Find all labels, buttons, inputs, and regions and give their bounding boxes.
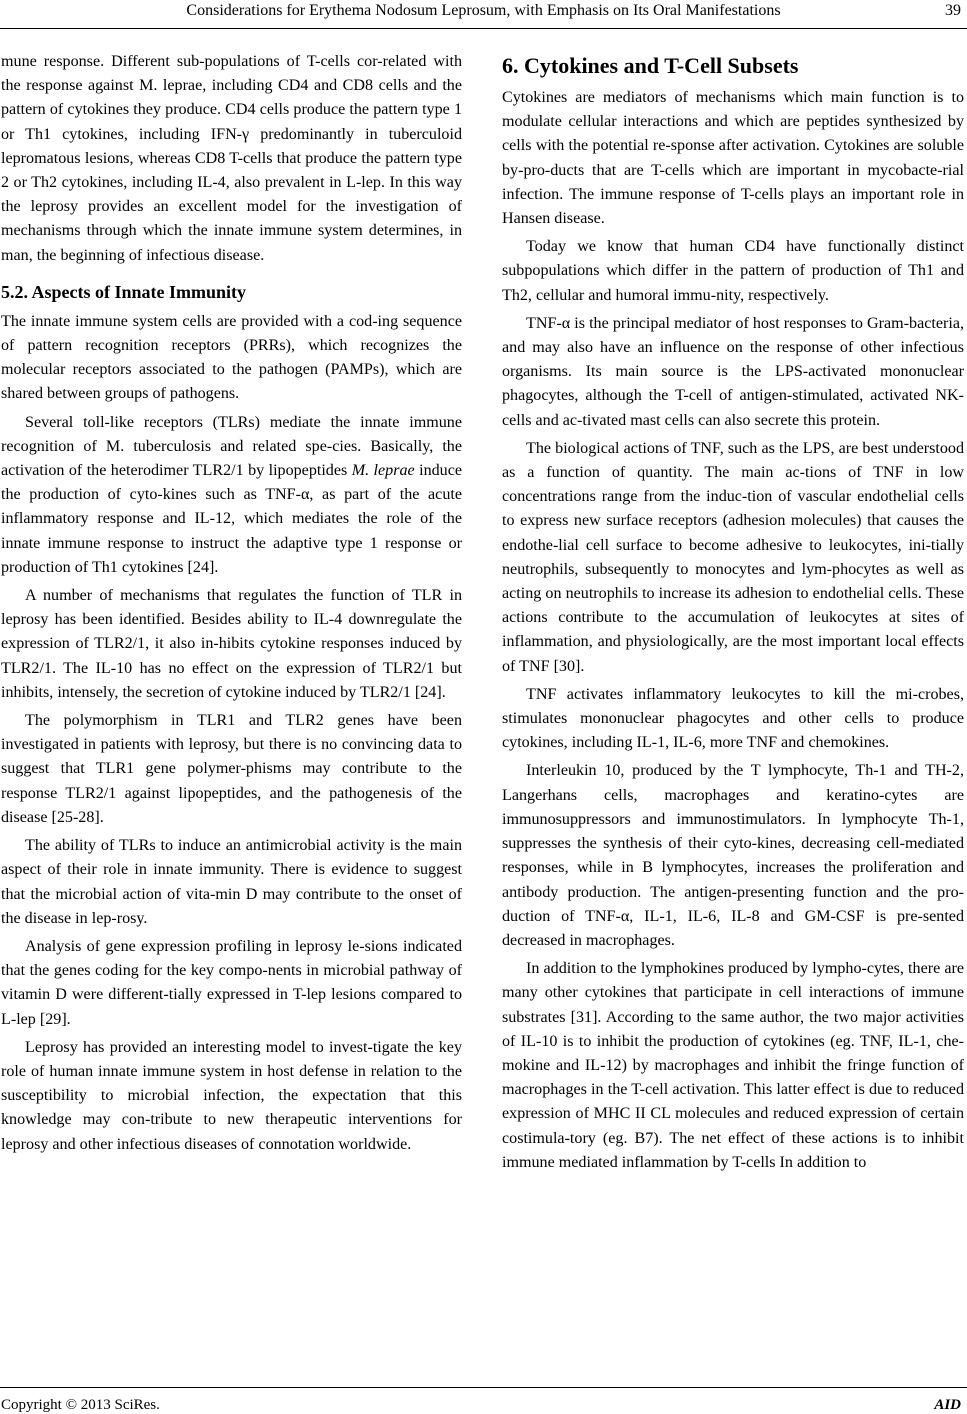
running-header-title: Considerations for Erythema Nodosum Leprosum, with Emphasis on Its Oral Manifestations bbox=[186, 2, 781, 19]
paragraph: Interleukin 10, produced by the T lymphocyte, Th-1 and TH-2, Langerhans cells, macrophages and keratino-cytes are immunosuppressors and immunostimulators. In lymphocyte Th-1, suppresses the synthesis of their cyto-kines, decreasing cell-mediated responses, while in B lymphocytes, increases the proliferation and antibody production. The antigen-presenting function and the pro-duction of TNF-α, IL-1, IL-6, IL-8 and GM-CSF is pre-sented decreased in macrophages. bbox=[502, 762, 964, 949]
paragraph: The biological actions of TNF, such as the LPS, are best understood as a function of quantity. The main ac-tions of TNF in low concentrations range from the induc-tion of vascular endothelial cells to express new surface receptors (adhesion molecules) that causes the endothe-lial cell surface to become adhesive to leukocytes, ini-tially neutrophils, subsequently to monocytes and lym-phocytes as well as acting on neutrophils to increase its adhesion to endothelial cells. These actions contribute to the accumulation of leukocytes at sites of inflammation, and physiologically, are the most important local effects of TNF [30]. bbox=[502, 439, 964, 675]
paragraph-text: induce the production of cyto-kines such as TNF-α, as part of the acute inflammatory response and IL-12, which mediates the role of the innate immune response to instruct the adaptive type 1 response or production of Th1 cytokines [24]. bbox=[1, 462, 463, 576]
paragraph bbox=[1, 411, 462, 580]
paragraph: TNF activates inflammatory leukocytes to kill the mi-crobes, stimulates mononuclear phagocytes and other cells to produce cytokines, including IL-1, IL-6, more TNF and chemokines. bbox=[502, 685, 964, 752]
section-heading-5-2: 5.2. Aspects of Innate Immunity bbox=[1, 281, 247, 302]
paragraph: TNF-α is the principal mediator of host responses to Gram-bacteria, and may also have an influence on the response of other infectious organisms. Its main source is the LPS-activated mononuclear phagocytes, although the T-cell of antigen-stimulated, activated NK-cells and ac-tivated mast cells can also secrete this protein. bbox=[502, 314, 964, 429]
paragraph: Analysis of gene expression profiling in leprosy le-sions indicated that the genes coding for the key compo-nents in microbial pathway of vitamin D were different-tially expressed in T-lep lesions compared to L-lep [29]. bbox=[1, 937, 462, 1028]
section-heading-6: 6. Cytokines and T-Cell Subsets bbox=[502, 53, 799, 78]
paragraph: A number of mechanisms that regulates the function of TLR in leprosy has been identified. Besides ability to IL-4 downregulate the expression of TLR2/1, it also in-hibits cytokine responses induced by TLR2/1. The IL-10 has no effect on the expression of TLR2/1 but inhibits, intensely, the secretion of cytokine induced by TLR2/1 [24]. bbox=[1, 587, 462, 701]
running-header bbox=[0, 0, 967, 29]
page-number: 39 bbox=[945, 2, 961, 19]
paragraph: In addition to the lymphokines produced by lympho-cytes, there are many other cytokines that participate in cell interactions of immune substrates [31]. According to the same author, the two major activities of IL-10 is to inhibit the production of cytokines (eg. TNF, IL-1, che-mokine and IL-12) by macrophages and inhibit the fringe function of macrophages in the T-cell activation. This latter effect is due to reduced expression of MHC II CL molecules and reduced expression of certain costimula-tory (eg. B7). The net effect of these actions is to inhibit immune mediated inflammation by T-cells In addition to bbox=[502, 960, 964, 1171]
paragraph: The ability of TLRs to induce an antimicrobial activity is the main aspect of their role in innate immunity. There is evidence to suggest that the microbial action of vita-min D may contribute to the onset of the disease in lep-rosy. bbox=[1, 837, 462, 927]
species-name: M. leprae bbox=[351, 462, 415, 480]
paragraph-text: Several toll-like receptors (TLRs) mediate the innate immune recognition of M. tuberculosis and related spe-cies. Basically, the activation of the heterodimer TLR2/1 by lipopeptides bbox=[1, 413, 462, 480]
paragraph: The innate immune system cells are provided with a cod-ing sequence of pattern recognition receptors (PRRs), which recognizes the molecular receptors associated to the pathogen (PAMPs), which are shared between groups of pathogens. bbox=[1, 312, 462, 403]
paragraph: Leprosy has provided an interesting model to invest-tigate the key role of human innate immune system in host defense in relation to the susceptibility to microbial infection, the expectation that this knowledge may con-tribute to new therapeutic interventions for leprosy and other infectious diseases of connotation worldwide. bbox=[1, 1038, 462, 1153]
left-column bbox=[1, 50, 462, 1161]
right-column bbox=[502, 50, 964, 1179]
paragraph: Today we know that human CD4 have functionally distinct subpopulations which differ in the pattern of production of Th1 and Th2, cellular and humoral immu-nity, respectively. bbox=[502, 238, 964, 304]
journal-abbreviation: AID bbox=[934, 1397, 961, 1413]
paragraph: Cytokines are mediators of mechanisms which main function is to modulate cellular interactions and which are peptides synthesized by cells with the potential re-sponse after activation. Cytokines are soluble by-pro-ducts that are T-cells which are important in mycobacte-rial infection. The immune response of T-cells plays an important role in Hansen disease. bbox=[502, 89, 964, 228]
page-footer bbox=[0, 1387, 967, 1412]
copyright-notice: Copyright © 2013 SciRes. bbox=[1, 1397, 160, 1413]
paragraph: The polymorphism in TLR1 and TLR2 genes have been investigated in patients with leprosy, but there is no convincing data to suggest that TLR1 gene polymer-phisms may contribute to the response TLR2/1 against lipopeptides, and the pathogenesis of the disease [25-28]. bbox=[1, 712, 462, 826]
paragraph-continued: mune response. Different sub-populations of T-cells cor-related with the response against M. leprae, including CD4 and CD8 cells and the pattern of cytokines they produce. CD4 cells produce the pattern type 1 or Th1 cytokines, including IFN-γ predominantly in tuberculoid lepromatous lesions, whereas CD8 T-cells that produce the pattern type 2 or Th2 cytokines, including IL-4, also prevalent in L-lep. In this way the leprosy provides an excellent model for the investigation of mechanisms through which the innate immune system determines, in man, the beginning of infectious disease. bbox=[1, 53, 462, 264]
